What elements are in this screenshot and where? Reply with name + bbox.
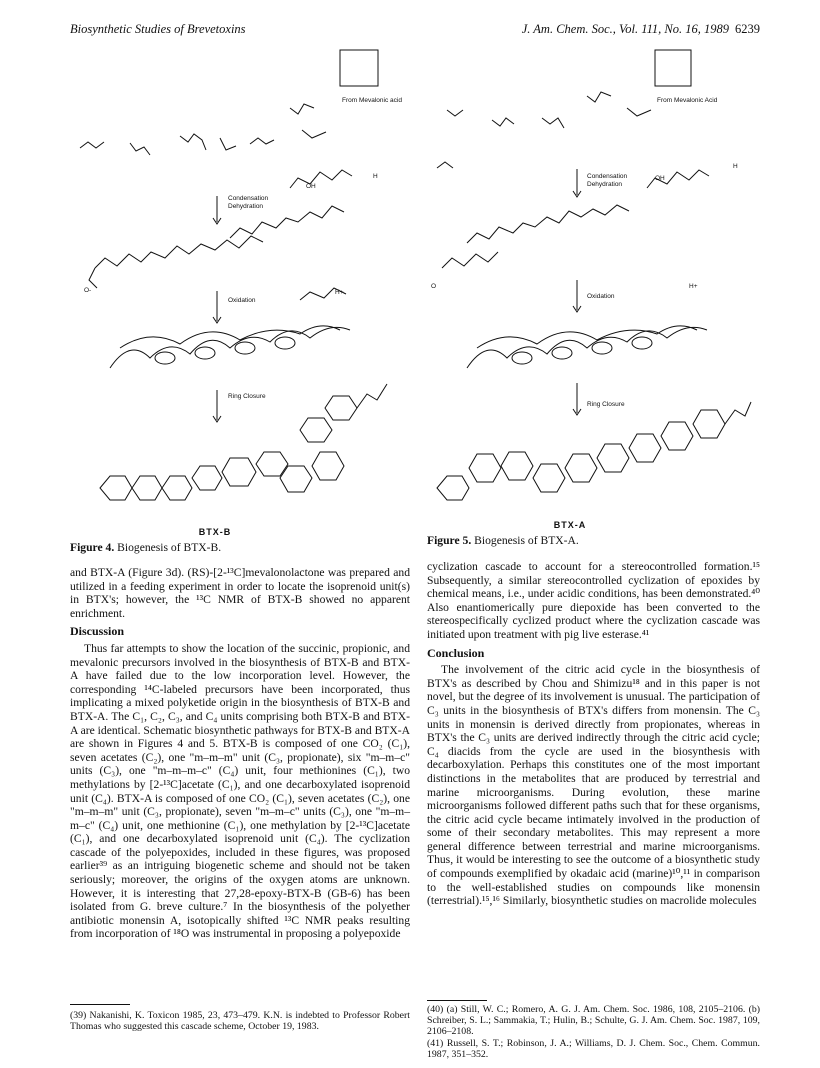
- fig5-step-oxidation: Oxidation: [587, 293, 615, 300]
- fig4-hplus-label: H+: [335, 289, 344, 296]
- fig5-hplus-label: H+: [689, 283, 698, 290]
- figure-5-caption: [427, 534, 579, 547]
- running-header: [70, 22, 760, 38]
- footnote-41: (41) Russell, S. T.; Robinson, J. A.; Williams, D. J. Chem. Soc., Chem. Commun. 1987, 351–352.: [427, 1037, 760, 1060]
- figure-4-drawing: [70, 48, 410, 518]
- fig5-mevalonic-label: From Mevalonic Acid: [657, 97, 718, 104]
- figure-4-caption-number: Figure 4.: [70, 541, 115, 554]
- footnote-39: (39) Nakanishi, K. Toxicon 1985, 23, 473–479. K.N. is indebted to Professor Robert Thomas who suggested this cascade scheme, October 19, 1983.: [70, 1010, 410, 1033]
- fig5-oh-label: OH: [655, 175, 665, 182]
- heading-discussion: Discussion: [70, 624, 125, 639]
- fig4-mevalonic-label: From Mevalonic acid: [342, 97, 402, 104]
- fig5-h-label: H: [733, 163, 738, 170]
- fig4-step-oxidation: Oxidation: [228, 297, 256, 304]
- header-title: Biosynthetic Studies of Brevetoxins: [70, 22, 246, 36]
- figure-5-drawing: [427, 48, 760, 518]
- fig4-ominus-label: O-: [84, 287, 92, 294]
- figure-5-caption-text: Biogenesis of BTX-A.: [474, 534, 579, 547]
- footnotes-right: [427, 1004, 760, 1060]
- figure-5-compound-label: BTX-A: [553, 520, 587, 530]
- figure-4-caption-text: Biogenesis of BTX-B.: [117, 541, 222, 554]
- fig4-step-ring-closure: Ring Closure: [228, 393, 266, 400]
- fig5-step-ring-closure: Ring Closure: [587, 401, 625, 408]
- fig4-oh-label: OH: [306, 183, 316, 190]
- fig5-step-dehydration: Dehydration: [587, 181, 623, 188]
- heading-conclusion: Conclusion: [427, 645, 485, 660]
- right-para-1: cyclization cascade to account for a stereocontrolled formation.¹⁵ Subsequently, a similar stereocontrolled cyclization of epoxides by chemical means, i.e., under acidic conditions, has been demonstrated.⁴⁰ Also enantiomerically pure diepoxide has been converted to the stereospecifically cyclized product where the cyclization cascade was initiated upon treatment with pig live esterase.⁴¹: [427, 560, 760, 641]
- left-column: [70, 566, 410, 941]
- header-citation: [522, 22, 760, 37]
- figure-5-caption-number: Figure 5.: [427, 534, 472, 547]
- fig5-o-label: O: [431, 283, 437, 290]
- figure-5-scheme: [427, 48, 760, 518]
- fig4-step-condensation: Condensation: [228, 195, 269, 202]
- left-para-1: and BTX-A (Figure 3d). (RS)-[2-¹³C]mevalonolactone was prepared and utilized in a feeding experiment in order to locate the isoprenoid unit(s) in BTX's; however, the ¹³C NMR of BTX-B showed no apparent enrichment.: [70, 566, 410, 620]
- header-journal: J. Am. Chem. Soc., Vol. 111, No. 16, 1989: [521, 22, 729, 36]
- footnote-rule-left: [70, 1004, 130, 1005]
- fig4-h-label: H: [373, 173, 378, 180]
- figure-4-scheme: [70, 48, 410, 518]
- fig4-step-dehydration: Dehydration: [228, 203, 264, 210]
- figure-4-compound-label: BTX-B: [198, 527, 232, 537]
- footnote-rule-right: [427, 1000, 487, 1001]
- fig5-step-condensation: Condensation: [587, 173, 628, 180]
- header-page-number: 6239: [735, 22, 760, 36]
- right-column: [427, 560, 760, 908]
- right-para-2: The involvement of the citric acid cycle in the biosynthesis of BTX's as described by Chou and Shimizu¹⁸ and in this paper is not novel, but the degree of its involvement is unusual. The participation of C₃ units in the biosynthesis of BTX's differs from monensin. The C₃ units in monensin is derived directly from propionates, whereas in BTX's the C₃ units are derived indirectly through the citric acid cycle; C₄ diacids from the cycle are used in the biosynthesis with decarboxylation. Perhaps this constitutes one of the most important distinctions in the metabolites that are produced by terrestrial and marine microorganisms. During evolution, these marine microorganisms followed different paths such that for these organisms, the citric acid cycle became intimately involved in the production of some of their secondary metabolites. This may represent a more general difference between terrestrial and marine microorganisms. Thus, it would be interesting to see the outcome of a biosynthetic study of compounds exemplified by okadaic acid (marine)¹⁰,¹¹ in comparison to the well-established studies on compounds like monensin (terrestrial).¹⁵,¹⁶ Similarly, biosynthetic studies on macrolide molecules: [427, 663, 760, 908]
- figure-4-caption: [70, 541, 221, 554]
- left-para-2: Thus far attempts to show the location of the succinic, propionic, and mevalonic precursors involved in the biosynthesis of BTX-B and BTX-A have failed due to the low incorporation level. However, the corresponding ¹⁴C-labeled precursors have been incorporated, thus implicating a mixed polyketide origin in the biosynthesis of BTX-B and BTX-A. The C₁, C₂, C₃, and C₄ units comprising both BTX-B and BTX-A are identical. Schematic biosynthetic pathways for BTX-B and BTX-A are shown in Figures 4 and 5. BTX-B is composed of one CO₂ (C₁), seven acetates (C₂), one "m–m–m" unit (C₃, propionate), six "m–m–c" units (C₃), one "m–m–m–c" (C₄) unit, four methionines (C₁), two methylations by [2-¹³C]acetate (C₁), and one decarboxylated isoprenoid unit (C₄). BTX-A is composed of one CO₂ (C₁), seven acetates (C₂), one "m–m–m" unit (C₃, propionate), seven "m–m–c" units (C₃), one "m–m–m–c" (C₄) unit, one methionine (C₁), one methylation by [2-¹³C]acetate (C₁), and one decarboxylated isoprenoid unit (C₄). The cyclization cascade of the polyepoxides, included in these figures, was proposed earlier³⁹ as an intriguing biogenetic scheme and should not be taken seriously; moreover, the origins of the oxygen atoms are unknown. However, it is interesting that 27,28-epoxy-BTX-B (GB-6) has been isolated from G. breve culture.⁷ In the biosynthesis of the polyether antibiotic monensin A, isotopically shifted ¹³C NMR peaks resulting from incorporation of ¹⁸O was instrumental in proposing a polyepoxide: [70, 641, 410, 941]
- footnote-40: (40) (a) Still, W. C.; Romero, A. G. J. Am. Chem. Soc. 1986, 108, 2105–2106. (b) Schreiber, S. L.; Sammakia, T.; Hulin, B.; Schulte, G. J. Am. Chem. Soc. 1987, 109, 2106–2108.: [427, 1004, 760, 1038]
